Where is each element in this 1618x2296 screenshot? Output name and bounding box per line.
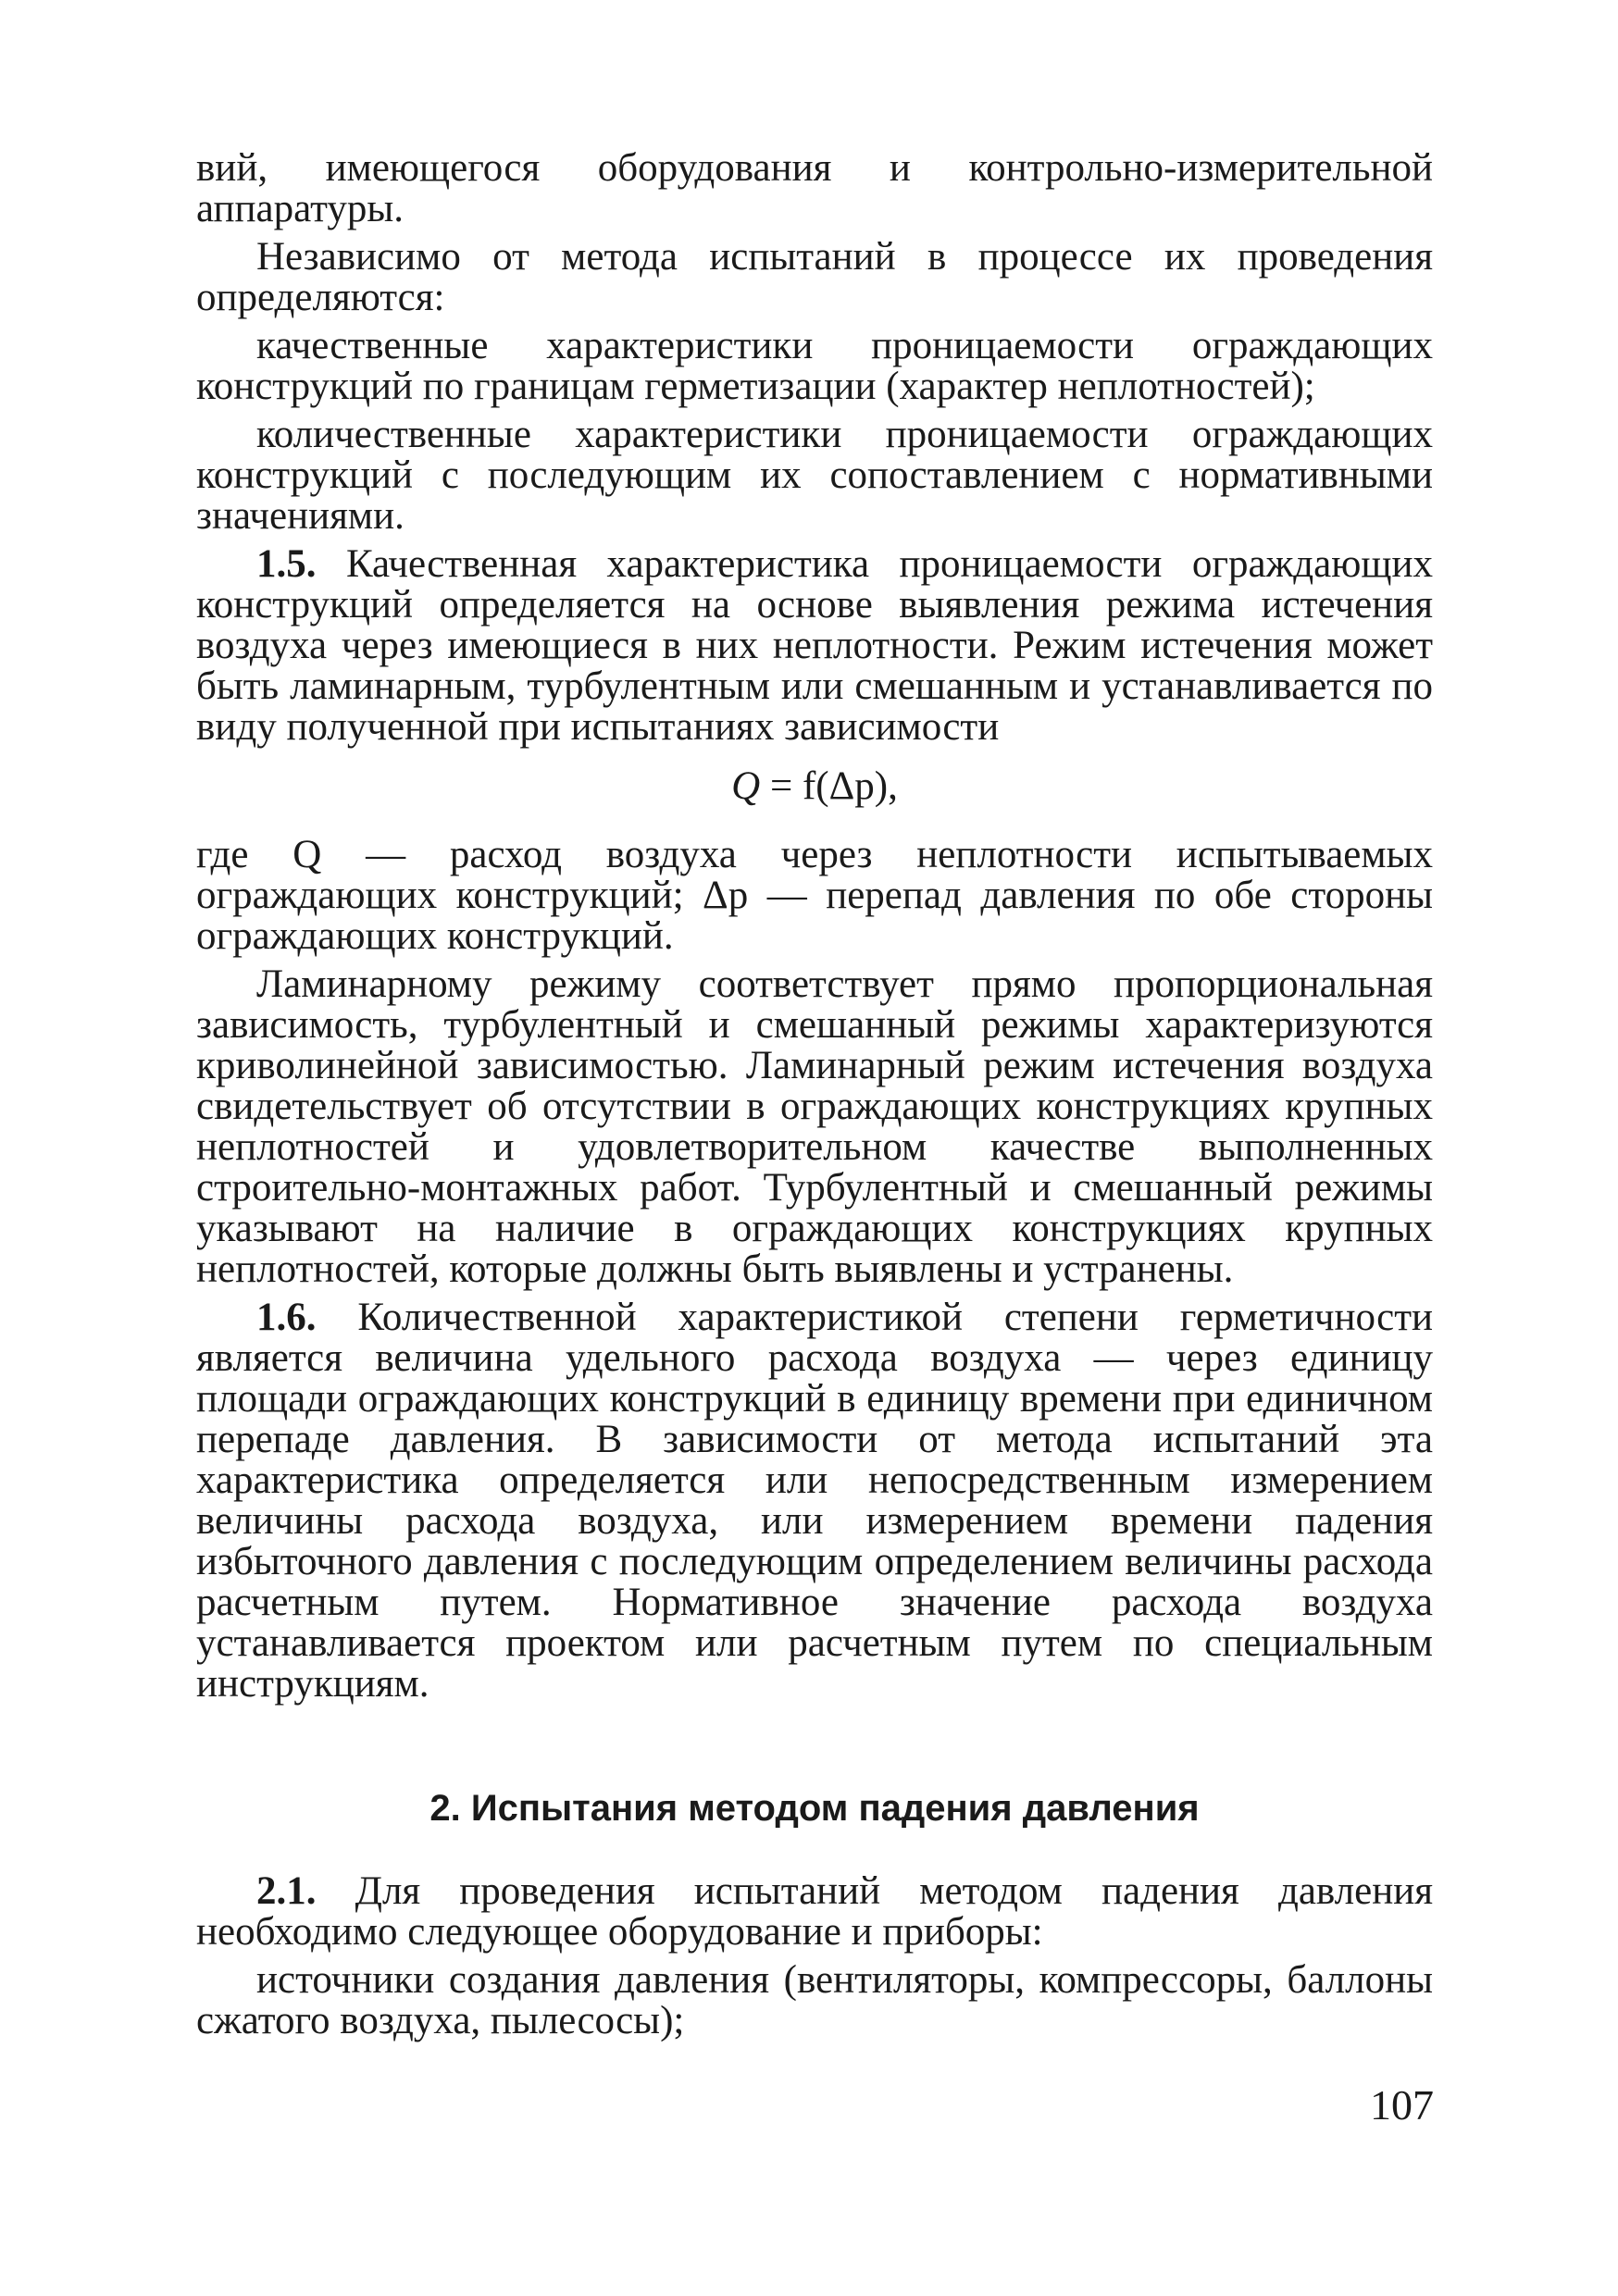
paragraph-pressure-sources: источники создания давления (вентиляторы, компрессоры, баллоны сжатого воздуха, пылесосы); [196, 1958, 1433, 2042]
section-number-1-6: 1.6. [256, 1296, 317, 1339]
document-page [196, 148, 1433, 2049]
section-number-2-1: 2.1. [256, 1869, 317, 1913]
paragraph-continuation: вий, имеющегося оборудования и контрольно-измерительной аппаратуры. [196, 146, 1433, 230]
section-2-1-text: Для проведения испытаний методом падения давления необходимо следующее оборудование и приборы: [196, 1869, 1433, 1954]
paragraph-section-1-5 [196, 544, 1433, 748]
paragraph-methods-intro: Независимо от метода испытаний в процессе их проведения определяются: [196, 235, 1433, 319]
section-heading-2: 2. Испытания методом падения давления [429, 1788, 1200, 1829]
paragraph-section-2-1 [196, 1871, 1433, 1953]
paragraph-section-1-6 [196, 1297, 1433, 1705]
paragraph-flow-regimes: Ламинарному режиму соответствует прямо пропорциональная зависимость, турбулентный и смешанный режимы характеризуются криволинейной зависимостью. Ламинарный режим истечения воздуха свидетельствует об отсутствии в ограждающих конструкциях крупных неплотностей и удовлетворительном качестве выполненных строительно-монтажных работ. Турбулентный и смешанный режимы указывают на наличие в ограждающих конструкциях крупных неплотностей, которые должны быть выявлены и устранены. [196, 962, 1433, 1291]
paragraph-formula-explanation: где Q — расход воздуха через неплотности испытываемых ограждающих конструкций; Δp — перепад давления по обе стороны ограждающих конструкций. [196, 833, 1433, 958]
paragraph-qualitative-list-item: качественные характеристики проницаемости ограждающих конструкций по границам герметизации (характер неплотностей); [196, 324, 1433, 408]
formula-expression: = f(Δp), [760, 764, 898, 808]
page-number: 107 [1370, 2081, 1434, 2128]
section-number-1-5: 1.5. [256, 542, 317, 586]
formula [196, 766, 1433, 807]
formula-variable-q: Q [731, 764, 761, 808]
section-1-5-text: Качественная характеристика проницаемости ограждающих конструкций определяется на основе выявления режима истечения воздуха через имеющиеся в них неплотности. Режим истечения может быть ламинарным, турбулентным или смешанным и устанавливается по виду полученной при испытаниях зависимости [196, 542, 1433, 749]
paragraph-quantitative-list-item: количественные характеристики проницаемости ограждающих конструкций с последующим их сопоставлением с нормативными значениями. [196, 413, 1433, 538]
section-1-6-text: Количественной характеристикой степени герметичности является величина удельного расхода воздуха — через единицу площади ограждающих конструкций в единицу времени при единичном перепаде давления. В зависимости от метода испытаний эта характеристика определяется или непосредственным измерением величины расхода воздуха, или измерением времени падения избыточного давления с последующим определением величины расхода расчетным путем. Нормативное значение расхода воздуха устанавливается проектом или расчетным путем по специальным инструкциям. [196, 1296, 1433, 1706]
